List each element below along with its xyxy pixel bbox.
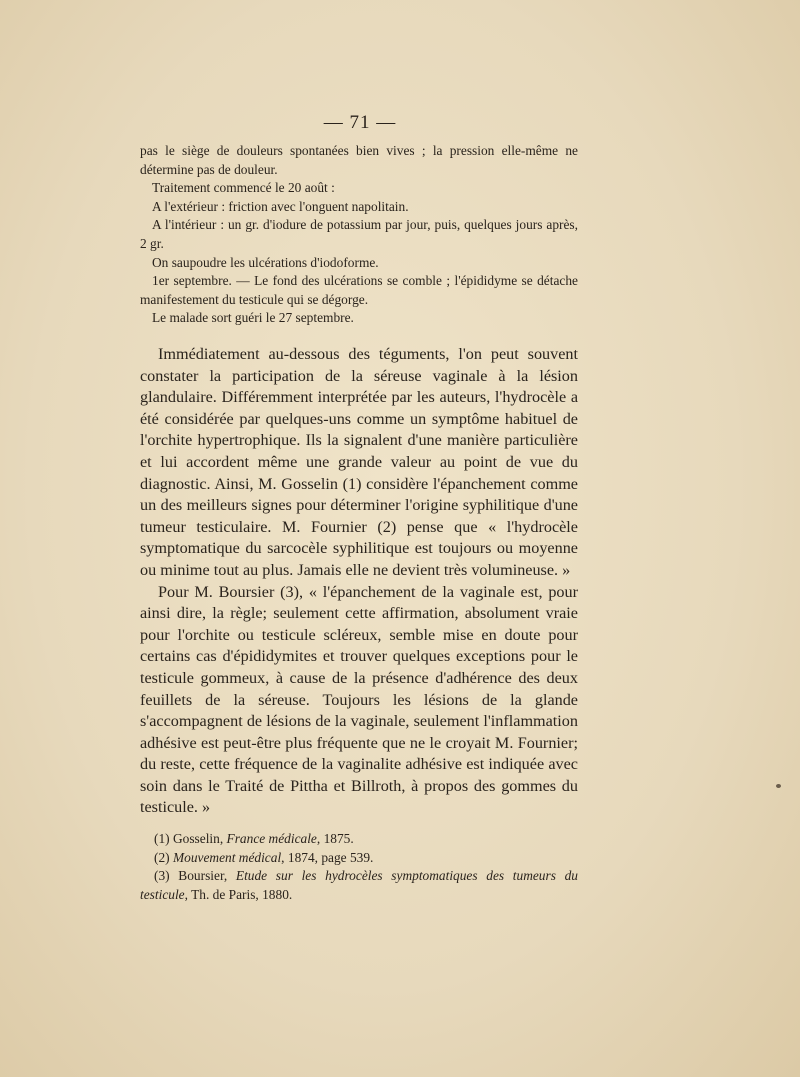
page-number: — 71 — <box>323 112 397 133</box>
paragraph: Pour M. Boursier (3), « l'épanchement de la vaginale est, pour ainsi dire, la règle; seulement cette affirmation, absolument vraie pour l'orchite ou testicule scléreux, semble mise en doute pour certains cas d'épididymites et trouver quelques exceptions pour le testicule gommeux, à cause de la présence d'adhérence des deux feuillets de la séreuse. Toujours les lésions de la glande s'accompagnent de lésions de la vaginale, seulement l'inflammation adhésive est peut-être plus fréquente que ne le croyait M. Fournier; du reste, cette fréquence de la vaginalite adhésive est indiquée avec soin dans le Traité de Pittha et Billroth, à propos des gommes du testicule. » <box>140 582 578 817</box>
observation-line: A l'intérieur : un gr. d'iodure de potassium par jour, puis, quelques jours après, 2 gr. <box>140 217 578 251</box>
footnote-text: , 1874, page 539. <box>281 849 374 865</box>
ink-spot <box>776 784 781 788</box>
footnote-title: France médicale <box>226 831 317 846</box>
observation-line: A l'extérieur : friction avec l'onguent napolitain. <box>152 198 409 214</box>
footnote-3 <box>140 867 578 904</box>
observation-line: pas le siège de douleurs spontanées bien vives ; la pression elle-même ne détermine pas de douleur. <box>140 143 578 177</box>
body-text <box>140 344 578 819</box>
observation-line: On saupoudre les ulcérations d'iodoforme. <box>152 254 379 270</box>
paragraph: Immédiatement au-dessous des téguments, l'on peut souvent constater la participation de la séreuse vaginale à la lésion glandulaire. Différemment interprétée par les auteurs, l'hydrocèle a été considérée par quelques-uns comme un symptôme habituel de l'orchite hypertrophique. Ils la signalent d'une manière particulière et lui accordent même une grande valeur au point de vue du diagnostic. Ainsi, M. Gosselin (1) considère l'épanchement comme un des meilleurs signes pour déterminer l'origine syphilitique d'une tumeur testiculaire. M. Fournier (2) pense que « l'hydrocèle symptomatique du sarcocèle syphilitique est toujours ou moyenne ou minime tout au plus. Jamais elle ne devient très volumineuse. » <box>140 345 578 579</box>
observation-notes <box>140 142 578 328</box>
footnote-text: (2) <box>154 849 173 865</box>
observation-line: Le malade sort guéri le 27 septembre. <box>152 310 354 326</box>
footnote-text: (3) Boursier, <box>154 868 236 884</box>
footnote-title: Etude sur les hydrocèles symptomatiques des tumeurs du testicule <box>140 868 578 902</box>
footnotes <box>140 830 578 904</box>
footnote-text: , Th. de Paris, 1880. <box>184 886 293 902</box>
footnote-text: , 1875. <box>316 831 354 846</box>
observation-line: 1er septembre. — Le fond des ulcérations se comble ; l'épididyme se détache manifestement du testicule qui se dégorge. <box>140 273 578 307</box>
observation-line: Traitement commencé le 20 août : <box>152 180 335 196</box>
footnote-title: Mouvement médical <box>172 849 282 865</box>
footnote-text: (1) Gosselin, <box>154 831 227 846</box>
footnote-1 <box>140 830 578 849</box>
footnote-2 <box>140 849 578 868</box>
